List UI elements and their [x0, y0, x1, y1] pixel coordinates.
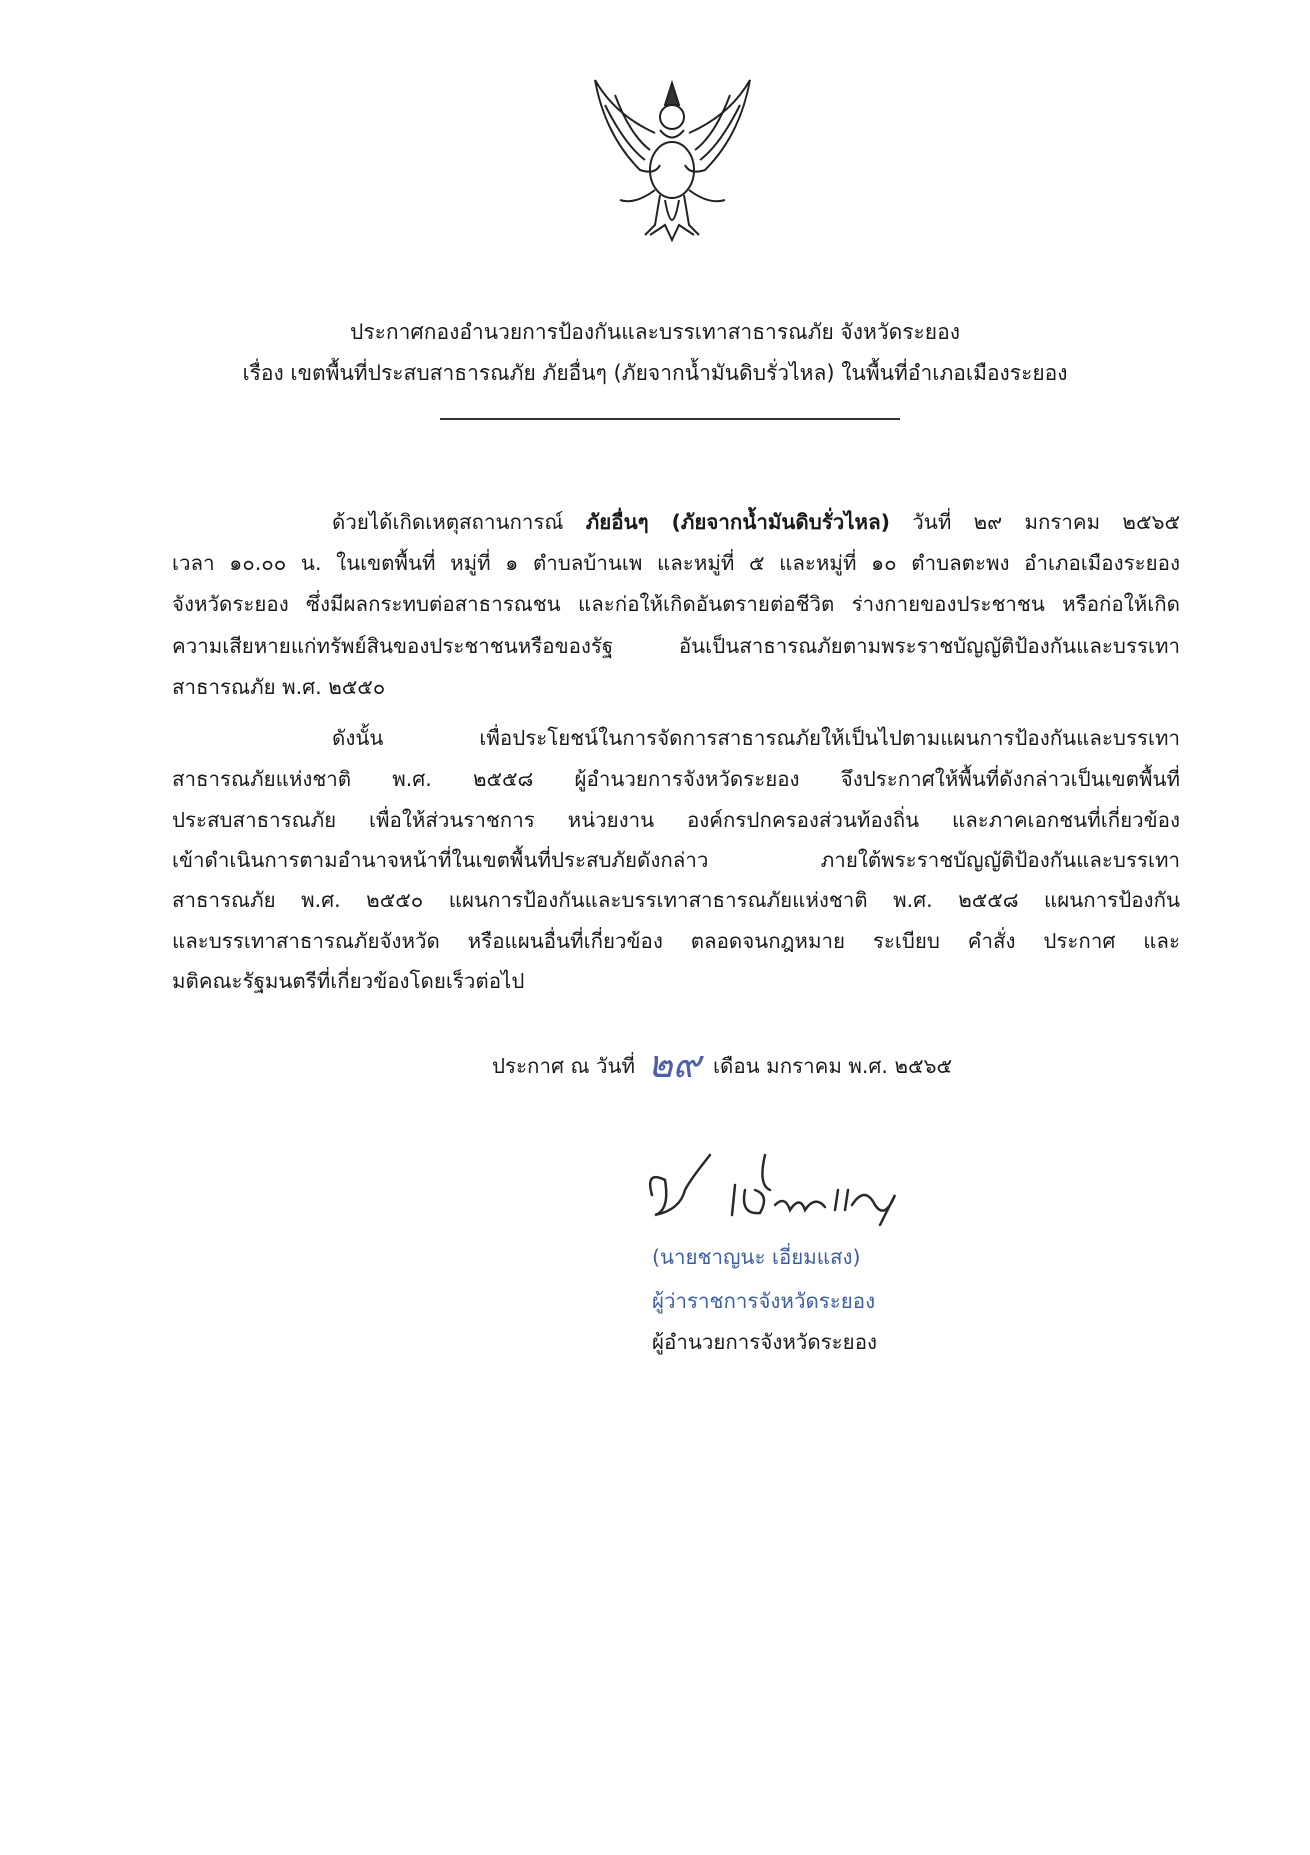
date-suffix: เดือน มกราคม พ.ศ. ๒๕๖๕	[713, 1054, 952, 1078]
paragraph2-line: และบรรเทาสาธารณภัยจังหวัด หรือแผนอื่นที่เกี่ยวข้อง ตลอดจนกฎหมาย ระเบียบ คำสั่ง ประกาศ และ	[172, 929, 1180, 953]
handwritten-signature	[640, 1135, 920, 1230]
paragraph2-line: สาธารณภัย พ.ศ. ๒๕๕๐ แผนการป้องกันและบรรเทาสาธารณภัยแห่งชาติ พ.ศ. ๒๕๕๘ แผนการป้องกัน	[172, 888, 1180, 912]
signatory-name: (นายชาญนะ เอี่ยมแสง)	[652, 1245, 861, 1269]
date-prefix: ประกาศ ณ วันที่	[492, 1054, 636, 1078]
garuda-emblem	[585, 75, 760, 245]
paragraph1-line: สาธารณภัย พ.ศ. ๒๕๕๐	[172, 675, 386, 699]
paragraph2-line: ประสบสาธารณภัย เพื่อให้ส่วนราชการ หน่วยงาน องค์กรปกครองส่วนท้องถิ่น และภาคเอกชนที่เกี่ยวข้อง	[172, 808, 1180, 832]
date-line	[492, 1033, 952, 1094]
announcement-subject: เรื่อง เขตพื้นที่ประสบสาธารณภัย ภัยอื่นๆ (ภัยจากน้ำมันดิบรั่วไหล) ในพื้นที่อำเภอเมืองระยอง	[242, 361, 1068, 385]
announcement-title: ประกาศกองอำนวยการป้องกันและบรรเทาสาธารณภัย จังหวัดระยอง	[350, 320, 960, 344]
paragraph1-line: จังหวัดระยอง ซึ่งมีผลกระทบต่อสาธารณชน และก่อให้เกิดอันตรายต่อชีวิต ร่างกายของประชาชน หรือก่อให้เกิด	[172, 592, 1180, 616]
disaster-type-bold: ภัยอื่นๆ (ภัยจากน้ำมันดิบรั่วไหล)	[585, 510, 890, 534]
paragraph1-line: ความเสียหายแก่ทรัพย์สินของประชาชนหรือของรัฐ อันเป็นสาธารณภัยตามพระราชบัญญัติป้องกันและบรรเทา	[172, 634, 1180, 658]
paragraph1-line1	[332, 506, 1180, 539]
paragraph2-line: เข้าดำเนินการตามอำนาจหน้าที่ในเขตพื้นที่ประสบภัยดังกล่าว ภายใต้พระราชบัญญัติป้องกันและบรรเทา	[172, 848, 1180, 872]
title-divider	[440, 418, 900, 420]
paragraph2-line: สาธารณภัยแห่งชาติ พ.ศ. ๒๕๕๘ ผู้อำนวยการจังหวัดระยอง จึงประกาศให้พื้นที่ดังกล่าวเป็นเขตพื้นที่	[172, 767, 1180, 791]
paragraph1-line: เวลา ๑๐.๐๐ น. ในเขตพื้นที่ หมู่ที่ ๑ ตำบลบ้านเพ และหมู่ที่ ๕ และหมู่ที่ ๑๐ ตำบลตะพง อำเภอเมืองระยอง	[172, 551, 1180, 575]
text: วันที่ ๒๙ มกราคม ๒๕๖๕	[890, 510, 1180, 534]
paragraph2-line: มติคณะรัฐมนตรีที่เกี่ยวข้องโดยเร็วต่อไป	[172, 969, 525, 993]
signatory-position: ผู้ว่าราชการจังหวัดระยอง	[652, 1289, 876, 1313]
text: ด้วยได้เกิดเหตุสถานการณ์	[332, 510, 586, 534]
handwritten-day: ๒๙	[647, 1042, 701, 1086]
paragraph2-line: ดังนั้น เพื่อประโยชน์ในการจัดการสาธารณภัยให้เป็นไปตามแผนการป้องกันและบรรเทา	[332, 726, 1180, 750]
signatory-role: ผู้อำนวยการจังหวัดระยอง	[652, 1330, 878, 1354]
